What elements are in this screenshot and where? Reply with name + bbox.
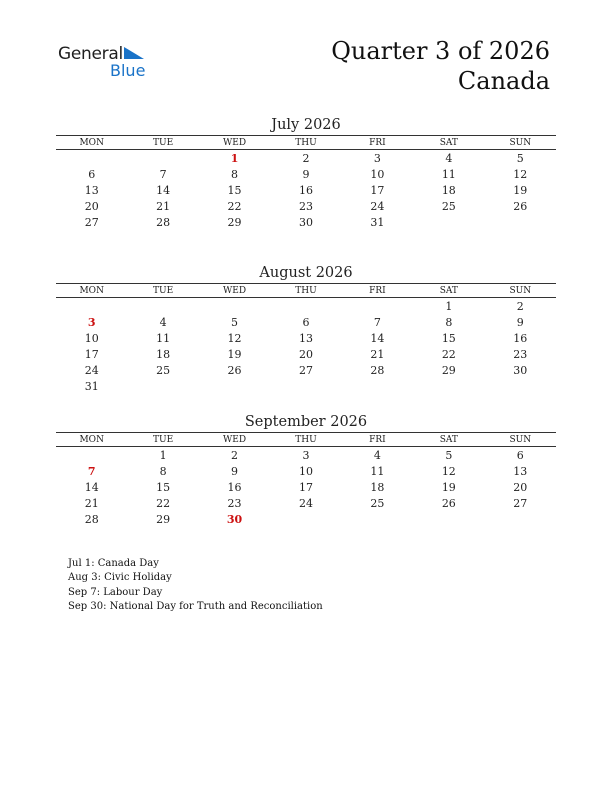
week-row — [56, 378, 556, 394]
day-cell: 28 — [84, 512, 99, 526]
day-cell: 26 — [227, 363, 242, 377]
day-cell: 18 — [156, 347, 171, 361]
day-cell: 30 — [298, 215, 313, 229]
day-cell: 20 — [298, 347, 313, 361]
weekday-header-row — [56, 284, 556, 298]
empty-day-cell — [56, 447, 127, 464]
day-cell: 9 — [231, 464, 239, 478]
holiday-note: Sep 7: Labour Day — [68, 586, 163, 598]
day-cell: 22 — [227, 199, 242, 213]
week-row — [56, 479, 556, 495]
day-cell: 12 — [227, 331, 242, 345]
day-cell: 27 — [84, 215, 99, 229]
week-row — [56, 214, 556, 230]
calendar-grid — [56, 283, 556, 394]
day-cell: 20 — [513, 480, 528, 494]
day-cell: 25 — [370, 496, 385, 510]
empty-day-cell — [270, 511, 341, 527]
day-cell: 29 — [156, 512, 171, 526]
weekday-header: MON — [56, 136, 127, 150]
day-cell: 13 — [84, 183, 99, 197]
day-cell: 8 — [231, 167, 239, 181]
day-cell: 24 — [84, 363, 99, 377]
empty-day-cell — [485, 214, 556, 230]
day-cell: 28 — [370, 363, 385, 377]
day-cell: 10 — [370, 167, 385, 181]
day-cell: 17 — [370, 183, 385, 197]
day-cell: 23 — [227, 496, 242, 510]
weekday-header: SAT — [413, 136, 484, 150]
day-cell: 23 — [513, 347, 528, 361]
day-cell: 3 — [373, 151, 381, 165]
day-cell: 21 — [84, 496, 99, 510]
day-cell: 18 — [370, 480, 385, 494]
weekday-header: SUN — [485, 136, 556, 150]
weekday-header: SAT — [413, 284, 484, 298]
empty-day-cell — [199, 378, 270, 394]
empty-day-cell — [485, 378, 556, 394]
logo-text-general: General — [58, 44, 123, 64]
page-title-quarter: Quarter 3 of 2026 — [331, 37, 550, 65]
day-cell: 19 — [513, 183, 528, 197]
day-cell: 5 — [445, 448, 453, 462]
day-cell: 2 — [302, 151, 310, 165]
day-cell: 16 — [298, 183, 313, 197]
day-cell: 19 — [227, 347, 242, 361]
week-row — [56, 330, 556, 346]
day-cell: 6 — [88, 167, 96, 181]
day-cell: 21 — [156, 199, 171, 213]
weekday-header-row — [56, 433, 556, 447]
weekday-header: FRI — [342, 136, 413, 150]
week-row — [56, 298, 556, 315]
day-cell: 5 — [516, 151, 524, 165]
day-cell: 18 — [441, 183, 456, 197]
weekday-header: WED — [199, 136, 270, 150]
day-cell: 1 — [159, 448, 167, 462]
holiday-note: Aug 3: Civic Holiday — [68, 572, 172, 584]
day-cell: 25 — [441, 199, 456, 213]
day-cell: 6 — [302, 315, 310, 329]
day-cell: 3 — [87, 315, 96, 329]
day-cell: 12 — [441, 464, 456, 478]
day-cell: 17 — [84, 347, 99, 361]
day-cell: 1 — [230, 151, 239, 165]
day-cell: 1 — [445, 299, 453, 313]
day-cell: 27 — [298, 363, 313, 377]
empty-day-cell — [342, 511, 413, 527]
empty-day-cell — [56, 150, 127, 167]
day-cell: 22 — [156, 496, 171, 510]
empty-day-cell — [127, 150, 198, 167]
page-title-country: Canada — [457, 67, 550, 95]
empty-day-cell — [413, 511, 484, 527]
day-cell: 19 — [441, 480, 456, 494]
day-cell: 11 — [156, 331, 171, 345]
day-cell: 15 — [441, 331, 456, 345]
empty-day-cell — [127, 378, 198, 394]
logo-text-blue: Blue — [110, 61, 146, 80]
day-cell: 9 — [516, 315, 524, 329]
logo — [58, 44, 158, 82]
weekday-header: SUN — [485, 433, 556, 447]
day-cell: 26 — [513, 199, 528, 213]
page-title — [331, 36, 550, 96]
holiday-notes — [68, 557, 323, 614]
day-cell: 13 — [513, 464, 528, 478]
empty-day-cell — [342, 298, 413, 315]
day-cell: 8 — [159, 464, 167, 478]
day-cell: 13 — [298, 331, 313, 345]
empty-day-cell — [485, 511, 556, 527]
weekday-header: THU — [270, 433, 341, 447]
day-cell: 16 — [227, 480, 242, 494]
weekday-header: SAT — [413, 433, 484, 447]
weekday-header: FRI — [342, 284, 413, 298]
empty-day-cell — [127, 298, 198, 315]
day-cell: 9 — [302, 167, 310, 181]
day-cell: 15 — [156, 480, 171, 494]
week-row — [56, 495, 556, 511]
empty-day-cell — [413, 378, 484, 394]
day-cell: 28 — [156, 215, 171, 229]
week-row — [56, 198, 556, 214]
day-cell: 30 — [226, 512, 243, 526]
day-cell: 25 — [156, 363, 171, 377]
day-cell: 14 — [156, 183, 171, 197]
day-cell: 26 — [441, 496, 456, 510]
day-cell: 21 — [370, 347, 385, 361]
day-cell: 10 — [84, 331, 99, 345]
weekday-header: TUE — [127, 433, 198, 447]
empty-day-cell — [56, 298, 127, 315]
day-cell: 14 — [370, 331, 385, 345]
empty-day-cell — [413, 214, 484, 230]
day-cell: 31 — [84, 379, 99, 393]
week-row — [56, 150, 556, 167]
month-july — [56, 116, 556, 230]
week-row — [56, 166, 556, 182]
day-cell: 3 — [302, 448, 310, 462]
week-row — [56, 511, 556, 527]
day-cell: 14 — [84, 480, 99, 494]
day-cell: 20 — [84, 199, 99, 213]
weekday-header: SUN — [485, 284, 556, 298]
day-cell: 29 — [441, 363, 456, 377]
day-cell: 12 — [513, 167, 528, 181]
weekday-header: WED — [199, 433, 270, 447]
holiday-note: Jul 1: Canada Day — [68, 558, 159, 569]
day-cell: 24 — [298, 496, 313, 510]
day-cell: 22 — [441, 347, 456, 361]
day-cell: 10 — [298, 464, 313, 478]
weekday-header: FRI — [342, 433, 413, 447]
week-row — [56, 346, 556, 362]
month-title: August 2026 — [259, 265, 353, 281]
day-cell: 5 — [231, 315, 239, 329]
day-cell: 4 — [373, 448, 381, 462]
weekday-header: THU — [270, 136, 341, 150]
day-cell: 11 — [370, 464, 385, 478]
month-september — [56, 413, 556, 527]
day-cell: 16 — [513, 331, 528, 345]
empty-day-cell — [199, 298, 270, 315]
weekday-header: TUE — [127, 136, 198, 150]
blue-triangle-flag-icon — [122, 46, 146, 62]
weekday-header: THU — [270, 284, 341, 298]
weekday-header-row — [56, 136, 556, 150]
day-cell: 24 — [370, 199, 385, 213]
weekday-header: WED — [199, 284, 270, 298]
day-cell: 7 — [373, 315, 381, 329]
empty-day-cell — [270, 378, 341, 394]
weekday-header: MON — [56, 284, 127, 298]
day-cell: 2 — [231, 448, 239, 462]
holiday-note: Sep 30: National Day for Truth and Reconciliation — [68, 600, 323, 612]
day-cell: 15 — [227, 183, 242, 197]
week-row — [56, 463, 556, 479]
day-cell: 27 — [513, 496, 528, 510]
day-cell: 8 — [445, 315, 453, 329]
day-cell: 29 — [227, 215, 242, 229]
day-cell: 23 — [298, 199, 313, 213]
week-row — [56, 182, 556, 198]
empty-day-cell — [342, 378, 413, 394]
day-cell: 4 — [159, 315, 167, 329]
empty-day-cell — [270, 298, 341, 315]
day-cell: 7 — [159, 167, 167, 181]
day-cell: 30 — [513, 363, 528, 377]
weekday-header: TUE — [127, 284, 198, 298]
month-title: September 2026 — [244, 414, 368, 430]
calendar-grid — [56, 135, 556, 230]
day-cell: 11 — [441, 167, 456, 181]
day-cell: 17 — [298, 480, 313, 494]
week-row — [56, 314, 556, 330]
day-cell: 31 — [370, 215, 385, 229]
day-cell: 4 — [445, 151, 453, 165]
week-row — [56, 447, 556, 464]
month-title: July 2026 — [271, 117, 341, 133]
month-august — [56, 264, 556, 394]
day-cell: 6 — [516, 448, 524, 462]
calendar-grid — [56, 432, 556, 527]
weekday-header: MON — [56, 433, 127, 447]
week-row — [56, 362, 556, 378]
day-cell: 2 — [516, 299, 524, 313]
day-cell: 7 — [87, 464, 96, 478]
